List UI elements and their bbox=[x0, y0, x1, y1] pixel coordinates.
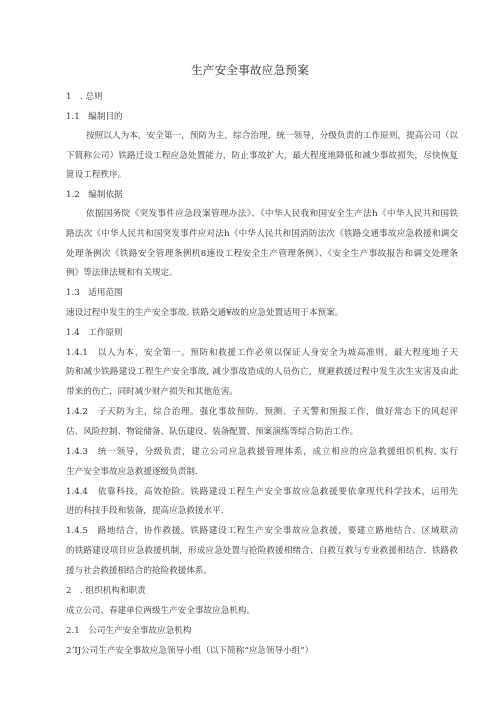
paragraph-line: 速设过程中发生的生产安全事故. 铁路交通¥故的应急处置适用于本预案。 bbox=[66, 308, 344, 318]
paragraph-line: 成立公司、春建单位两级生产安全事故应急机构。 bbox=[66, 606, 256, 616]
paragraph-line: 援与社会救援相结合的抢险救援体系。 bbox=[66, 566, 213, 576]
paragraph-line: 生产安全事故应急救援逐级负责制. bbox=[66, 467, 198, 477]
subsection-heading: 1.1 编制目的 bbox=[66, 112, 123, 122]
paragraph-line: 1.4.2 子天防为主，综合治理。强化事故预防、预测、子天警和预报工作，做好常态下的风起评 bbox=[66, 407, 458, 417]
subsection-heading: 2.1 公司生产安全事故应急机构 bbox=[66, 626, 192, 636]
subsection-heading: 1.4 工作原则 bbox=[66, 328, 123, 338]
paragraph-line: 防和减少铁路建设工程生产安全事故, 减少事故造成的人员伤亡，规避救援过程中发生次生灾害及由此 bbox=[66, 367, 458, 377]
paragraph-line: 估、风险控制、物锭储备、队伍建设、装备配置、预案演练等综合防治工作。 bbox=[66, 427, 359, 437]
paragraph-line: 1.4.3 统一领导，分级负责，建立公司应急救援管理体系，成立相应的应急救援组织机构, 实行 bbox=[66, 447, 458, 457]
paragraph-line: 例》等法律法规和有关规定。 bbox=[66, 268, 178, 278]
section-heading: 1 . 总则 bbox=[66, 92, 103, 102]
paragraph-line: 带来的伤亡，同时减少财产损失和其他危害。 bbox=[66, 387, 238, 397]
paragraph-line: 路法次《中华人民共和国突发事件应对法h《中华人民共和国消防法次《铁路交通事故应急救援和调交 bbox=[66, 229, 458, 239]
subsection-heading: 1.3 适用范围 bbox=[66, 288, 123, 298]
subsection-heading: 1.2 编制依据 bbox=[66, 190, 123, 200]
paragraph-line: 的铁路建设项目应急救援机制，形成应急处置与抢险救援相绪合、自救互救与专业救援相结合、铁路救 bbox=[66, 546, 458, 556]
section-heading: 2 . 组织机构和职责 bbox=[66, 586, 146, 596]
sub-subsection-heading: 2ʼIJ公司生产安全事故应急领导小组（以下简称“应急领导小组”） bbox=[66, 646, 314, 656]
paragraph-line: 按照以人为本，安全第一，预防为主，综合治理，统一领导，分级负责的工作原则，提高公司（以 bbox=[86, 131, 458, 141]
paragraph-line: 处理条例次《铁路安全管理条例机8速设工程安全生产管理条例》、《安全生产事故报告和调交处理条 bbox=[66, 249, 458, 259]
paragraph-line: 1.4.5 路地结合，协作救援。铁路建设工程生产安全事故应急救援，要建立路地结合、区域联动 bbox=[66, 526, 458, 536]
document-title: 生产安全事故应急预案 bbox=[191, 63, 309, 77]
paragraph-line: 1.4.4 依靠科技，高效抢险。铁路建设工程生产安全事故应急救援要依拿现代科学技术，运用先 bbox=[66, 487, 458, 497]
paragraph-line: 篦设工程秩序。 bbox=[66, 170, 127, 180]
paragraph-line: 进的科技手段和装备，提高应急救援水平. bbox=[66, 506, 224, 516]
paragraph-line: 依据国务院《突发事件应急段案管理办法》、《中华人民我和国安全生产法h《中华人民共和国铁 bbox=[86, 209, 458, 219]
paragraph-line: 下简称公司）铁路迁设工程应急处置能力，防止事故扩大，最大程度地降低和减少事故损失，尽快恢复 bbox=[66, 151, 458, 161]
paragraph-line: 1.4.1 以人为本，安全第一。预防和救援工作必须以保证人身安全为坡高准则，最大程度地子天 bbox=[66, 348, 458, 358]
